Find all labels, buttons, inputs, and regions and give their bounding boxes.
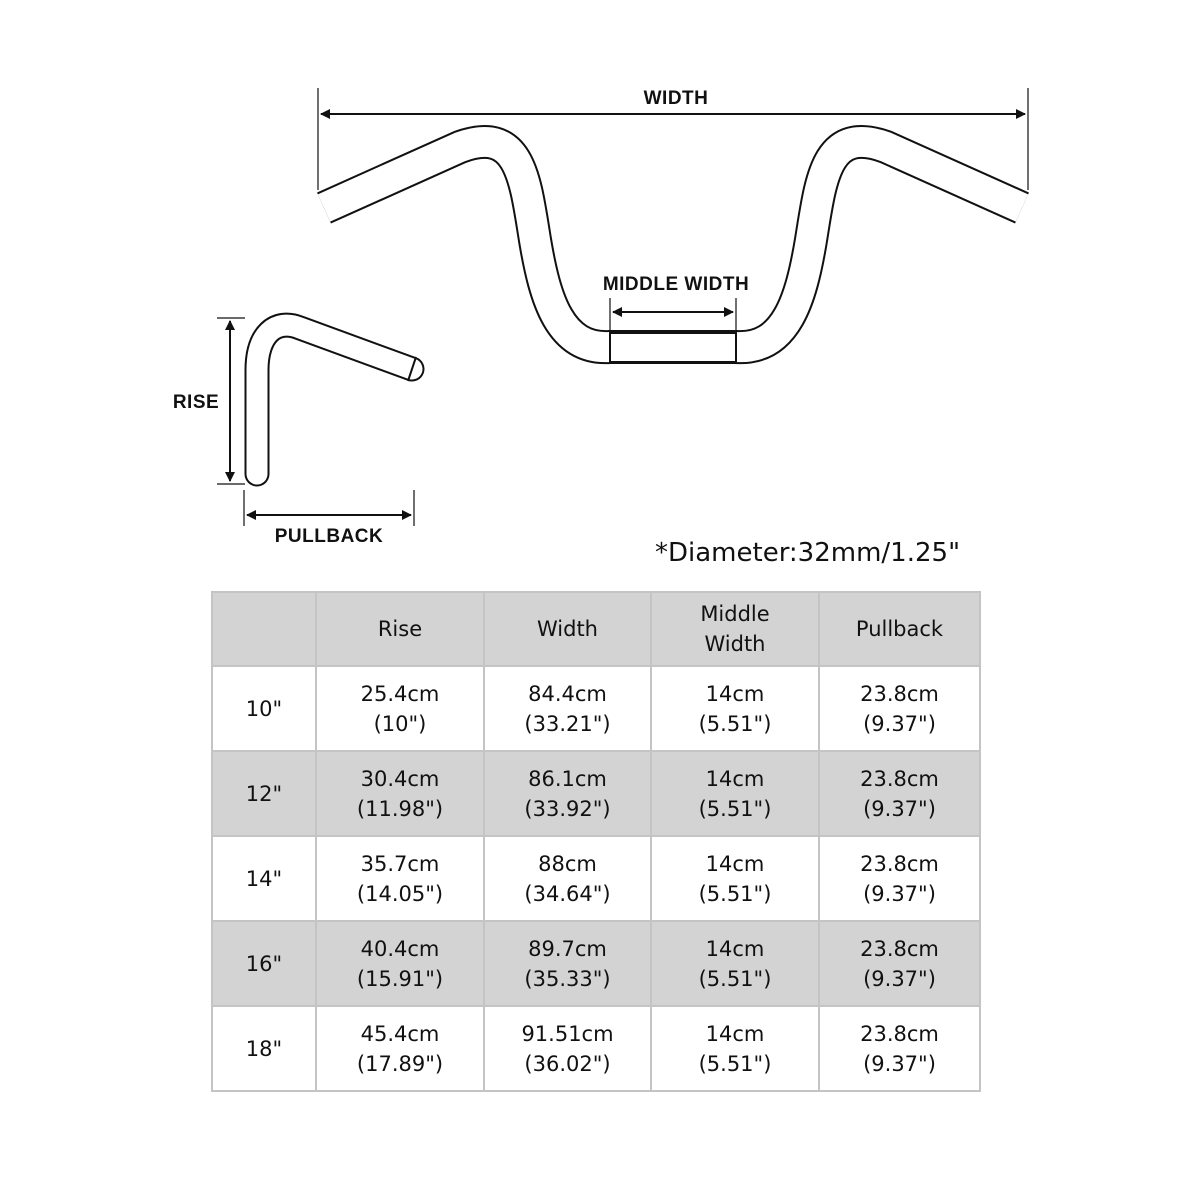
- width-metric: 86.1cm: [528, 766, 607, 791]
- header-middle-width: Middle Width: [651, 592, 819, 666]
- size-cell: 12": [212, 751, 316, 836]
- rise-imperial: (10"): [373, 711, 427, 736]
- pullback-cell: [819, 751, 980, 836]
- middle-cell: [651, 666, 819, 751]
- middle-imperial: (5.51"): [698, 966, 772, 991]
- width-cell: [484, 666, 651, 751]
- width-imperial: (36.02"): [524, 1051, 611, 1076]
- middle-metric: 14cm: [705, 766, 765, 791]
- size-spec-table: [211, 591, 981, 1092]
- middle-width-dimension: [603, 274, 749, 330]
- table-row: [212, 1006, 980, 1091]
- middle-cell: [651, 921, 819, 1006]
- pullback-metric: 23.8cm: [860, 1021, 939, 1046]
- rise-cell: [316, 921, 484, 1006]
- diameter-note: *Diameter:32mm/1.25": [655, 538, 961, 568]
- middle-metric: 14cm: [705, 681, 765, 706]
- width-cell: [484, 836, 651, 921]
- rise-cell: [316, 1006, 484, 1091]
- handlebar-side-view: [257, 325, 416, 474]
- rise-metric: 40.4cm: [360, 936, 440, 961]
- middle-imperial: (5.51"): [698, 881, 772, 906]
- table-header-row: [212, 592, 980, 666]
- rise-imperial: (15.91"): [356, 966, 444, 991]
- rise-cell: [316, 751, 484, 836]
- pullback-metric: 23.8cm: [860, 766, 939, 791]
- table-row: [212, 666, 980, 751]
- size-cell: 18": [212, 1006, 316, 1091]
- pullback-metric: 23.8cm: [860, 936, 939, 961]
- pullback-cell: [819, 666, 980, 751]
- width-metric: 88cm: [538, 851, 597, 876]
- width-cell: [484, 751, 651, 836]
- width-cell: [484, 1006, 651, 1091]
- table-row: [212, 751, 980, 836]
- header-width: Width: [484, 592, 651, 666]
- rise-cell: [316, 666, 484, 751]
- pullback-metric: 23.8cm: [860, 681, 939, 706]
- rise-metric: 25.4cm: [360, 681, 440, 706]
- pullback-cell: [819, 1006, 980, 1091]
- width-metric: 89.7cm: [528, 936, 607, 961]
- size-cell: 10": [212, 666, 316, 751]
- width-imperial: (33.92"): [524, 796, 611, 821]
- rise-metric: 35.7cm: [360, 851, 440, 876]
- middle-width-label: MIDDLE WIDTH: [602, 274, 750, 295]
- table-row: [212, 921, 980, 1006]
- middle-metric: 14cm: [705, 936, 765, 961]
- pullback-imperial: (9.37"): [863, 711, 936, 736]
- rise-imperial: (17.89"): [356, 1051, 444, 1076]
- header-pullback: Pullback: [819, 592, 980, 666]
- middle-imperial: (5.51"): [698, 1051, 772, 1076]
- handlebar-diagram: [0, 0, 1200, 590]
- handlebar-front-view: [324, 142, 1022, 362]
- rise-imperial: (11.98"): [356, 796, 444, 821]
- width-imperial: (35.33"): [524, 966, 611, 991]
- middle-imperial: (5.51"): [698, 711, 772, 736]
- middle-metric: 14cm: [705, 1021, 765, 1046]
- width-label: WIDTH: [643, 88, 709, 109]
- rise-cell: [316, 836, 484, 921]
- header-rise: Rise: [316, 592, 484, 666]
- rise-metric: 45.4cm: [360, 1021, 440, 1046]
- table-row: [212, 836, 980, 921]
- size-cell: 16": [212, 921, 316, 1006]
- rise-label: RISE: [172, 392, 220, 413]
- middle-cell: [651, 836, 819, 921]
- pullback-imperial: (9.37"): [863, 881, 936, 906]
- width-imperial: (33.21"): [524, 711, 611, 736]
- rise-imperial: (14.05"): [356, 881, 444, 906]
- middle-cell: [651, 1006, 819, 1091]
- pullback-imperial: (9.37"): [863, 966, 936, 991]
- pullback-imperial: (9.37"): [863, 1051, 936, 1076]
- pullback-dimension: [244, 490, 414, 547]
- middle-imperial: (5.51"): [698, 796, 772, 821]
- size-cell: 14": [212, 836, 316, 921]
- middle-cell: [651, 751, 819, 836]
- width-metric: 91.51cm: [521, 1021, 614, 1046]
- pullback-metric: 23.8cm: [860, 851, 939, 876]
- pullback-cell: [819, 921, 980, 1006]
- middle-metric: 14cm: [705, 851, 765, 876]
- rise-metric: 30.4cm: [360, 766, 440, 791]
- rise-dimension: [173, 318, 245, 484]
- width-cell: [484, 921, 651, 1006]
- pullback-imperial: (9.37"): [863, 796, 936, 821]
- pullback-label: PULLBACK: [274, 526, 384, 547]
- pullback-cell: [819, 836, 980, 921]
- width-metric: 84.4cm: [528, 681, 607, 706]
- header-size: [212, 592, 316, 666]
- width-imperial: (34.64"): [524, 881, 611, 906]
